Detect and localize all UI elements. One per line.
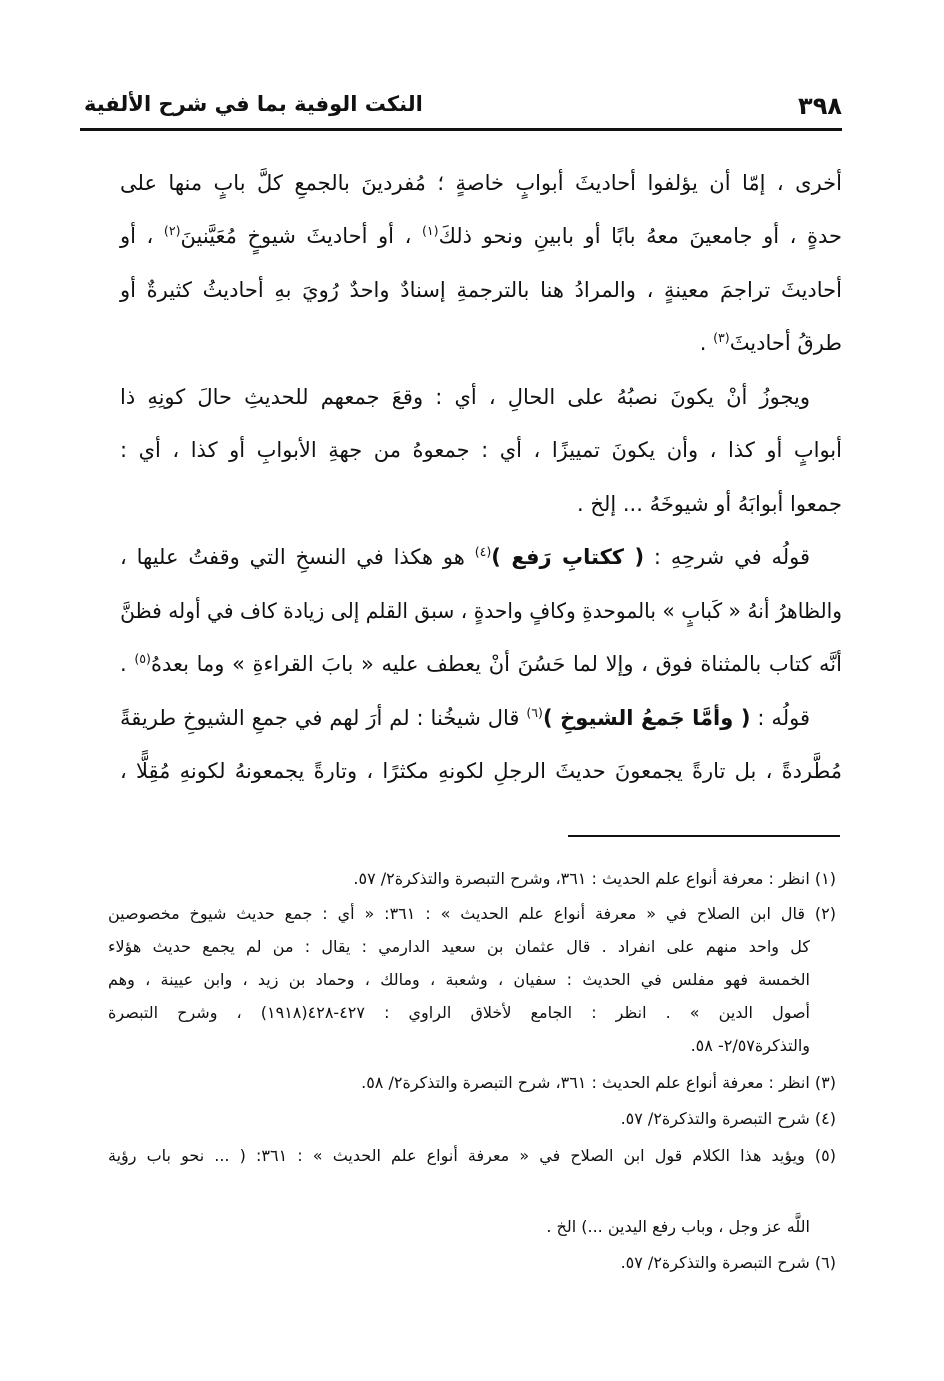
- footnote-continuation: كل واحد منهم على انفراد . قال عثمان بن سعيد الدارمي : يقال : من لم يجمع حديث هؤلاء: [108, 937, 810, 956]
- footnote-ref: (٥): [134, 651, 151, 666]
- footnote-ref: (٣): [713, 330, 730, 345]
- footnote-ref: (٢): [163, 223, 181, 238]
- text-segment: والظاهرُ أنهُ « كَبابٍ » بالموحدةِ وكافٍ واحدةٍ ، سبق القلم إلى زيادة كاف في أوله فظنَّ: [120, 599, 843, 623]
- text-line: [120, 754, 842, 788]
- footnote: (٢) قال ابن الصلاح في « معرفة أنواع علم الحديث » : ٣٦١: « أي : جمع حديث شيوخ مخصوصين: [108, 904, 836, 923]
- text-segment: .: [699, 331, 714, 355]
- text-segment: أحاديثَ تراجمَ معينةٍ ، والمرادُ هنا بالترجمةِ إسنادٌ واحدٌ رُويَ بهِ أحاديثُ كثيرةٌ أو: [120, 278, 842, 302]
- text-line: [120, 487, 842, 521]
- text-segment: ويجوزُ أنْ يكونَ نصبُهُ على الحالِ ، أي : وقعَ جمعهم للحديثِ حالَ كونِهِ ذا: [120, 385, 810, 409]
- text-segment: طرقُ أحاديثَ: [729, 331, 842, 355]
- text-segment: مُطَّردةً ، بل تارةً يجمعونَ حديثَ الرجلِ لكونهِ مكثرًا ، وتارةً يجمعونهُ لكونهِ مُقِلًّا ،: [120, 759, 842, 783]
- text-segment: أنَّه كتاب بالمثناة فوق ، وإلا لما حَسُنَ أنْ يعطف عليه « بابَ القراءةِ » وما بعدهُ: [150, 652, 842, 676]
- text-line: [120, 433, 842, 467]
- header-rule: [80, 128, 842, 131]
- text-segment: هو هكذا في النسخِ التي وقفتُ عليها ،: [120, 545, 475, 569]
- footnote-continuation: والتذكرة٢/٥٧- ٥٨.: [690, 1036, 810, 1055]
- text-segment: قولُه :: [750, 706, 810, 730]
- quoted-phrase: ( وأمَّا جَمعُ الشيوخِ ): [542, 706, 751, 730]
- text-segment: ، أو: [120, 224, 164, 248]
- footnote: (١) انظر : معرفة أنواع علم الحديث : ٣٦١، وشرح التبصرة والتذكرة٢/ ٥٧.: [353, 869, 836, 888]
- text-segment: قولُه في شرحِهِ :: [644, 545, 810, 569]
- running-title: النكت الوفية بما في شرح الألفية: [84, 92, 423, 116]
- footnote-continuation: الخمسة فهو مفلس في الحديث : سفيان ، وشعبة ، ومالك ، وحماد بن زيد ، وابن عيينة ، وهم: [108, 970, 810, 989]
- text-segment: قال شيخُنا : لم أرَ لهم في جمعِ الشيوخِ طريقةً: [120, 706, 527, 730]
- text-line: [120, 594, 842, 628]
- text-segment: حدةٍ ، أو جامعينَ معهُ بابًا أو بابينِ ونحو ذلكَ: [438, 224, 842, 248]
- text-line: [120, 647, 842, 681]
- footnote: (٥) ويؤيد هذا الكلام قول ابن الصلاح في « معرفة أنواع علم الحديث » : ٣٦١: ( ... نحو باب رؤية: [108, 1146, 836, 1165]
- quoted-phrase: ( ككتابِ رَفع ): [491, 545, 645, 569]
- text-line: [120, 166, 842, 200]
- footnote: (٤) شرح التبصرة والتذكرة٢/ ٥٧.: [620, 1109, 836, 1128]
- footnote: (٦) شرح التبصرة والتذكرة٢/ ٥٧.: [620, 1253, 836, 1272]
- footnote-ref: (٤): [474, 544, 492, 559]
- text-line: [120, 540, 842, 574]
- page-number: ٣٩٨: [798, 92, 842, 120]
- footnote-continuation: اللَّه عز وجل ، وباب رفع اليدين ...) الخ .: [546, 1217, 810, 1236]
- footnote-ref: (٦): [526, 705, 543, 720]
- text-segment: جمعوا أبوابَهُ أو شيوخَهُ ... إلخ .: [577, 492, 842, 516]
- footnote-continuation: أصول الدين » . انظر : الجامع لأخلاق الراوي : ٤٢٧-٤٢٨(١٩١٨) ، وشرح التبصرة: [108, 1003, 811, 1022]
- text-line: [120, 273, 842, 307]
- text-line: [120, 701, 842, 735]
- footnote: (٣) انظر : معرفة أنواع علم الحديث : ٣٦١، شرح التبصرة والتذكرة٢/ ٥٨.: [361, 1073, 836, 1092]
- text-line: [120, 219, 842, 253]
- text-line: [120, 326, 842, 360]
- text-segment: أخرى ، إمّا أن يؤلفوا أحاديثَ أبوابٍ خاصةٍ ؛ مُفردينَ بالجمعِ كلَّ بابٍ منها على: [120, 171, 842, 195]
- footnote-ref: (١): [421, 223, 439, 238]
- text-line: [120, 380, 842, 414]
- text-segment: أبوابٍ أو كذا ، وأن يكونَ تمييزًا ، أي : جمعوهُ من جهةِ الأبوابِ أو كذا ، أي :: [120, 438, 842, 462]
- text-segment: ، أو أحاديثَ شيوخٍ مُعَيَّنينَ: [180, 224, 422, 248]
- footnote-separator: [568, 835, 840, 837]
- text-segment: .: [120, 652, 135, 676]
